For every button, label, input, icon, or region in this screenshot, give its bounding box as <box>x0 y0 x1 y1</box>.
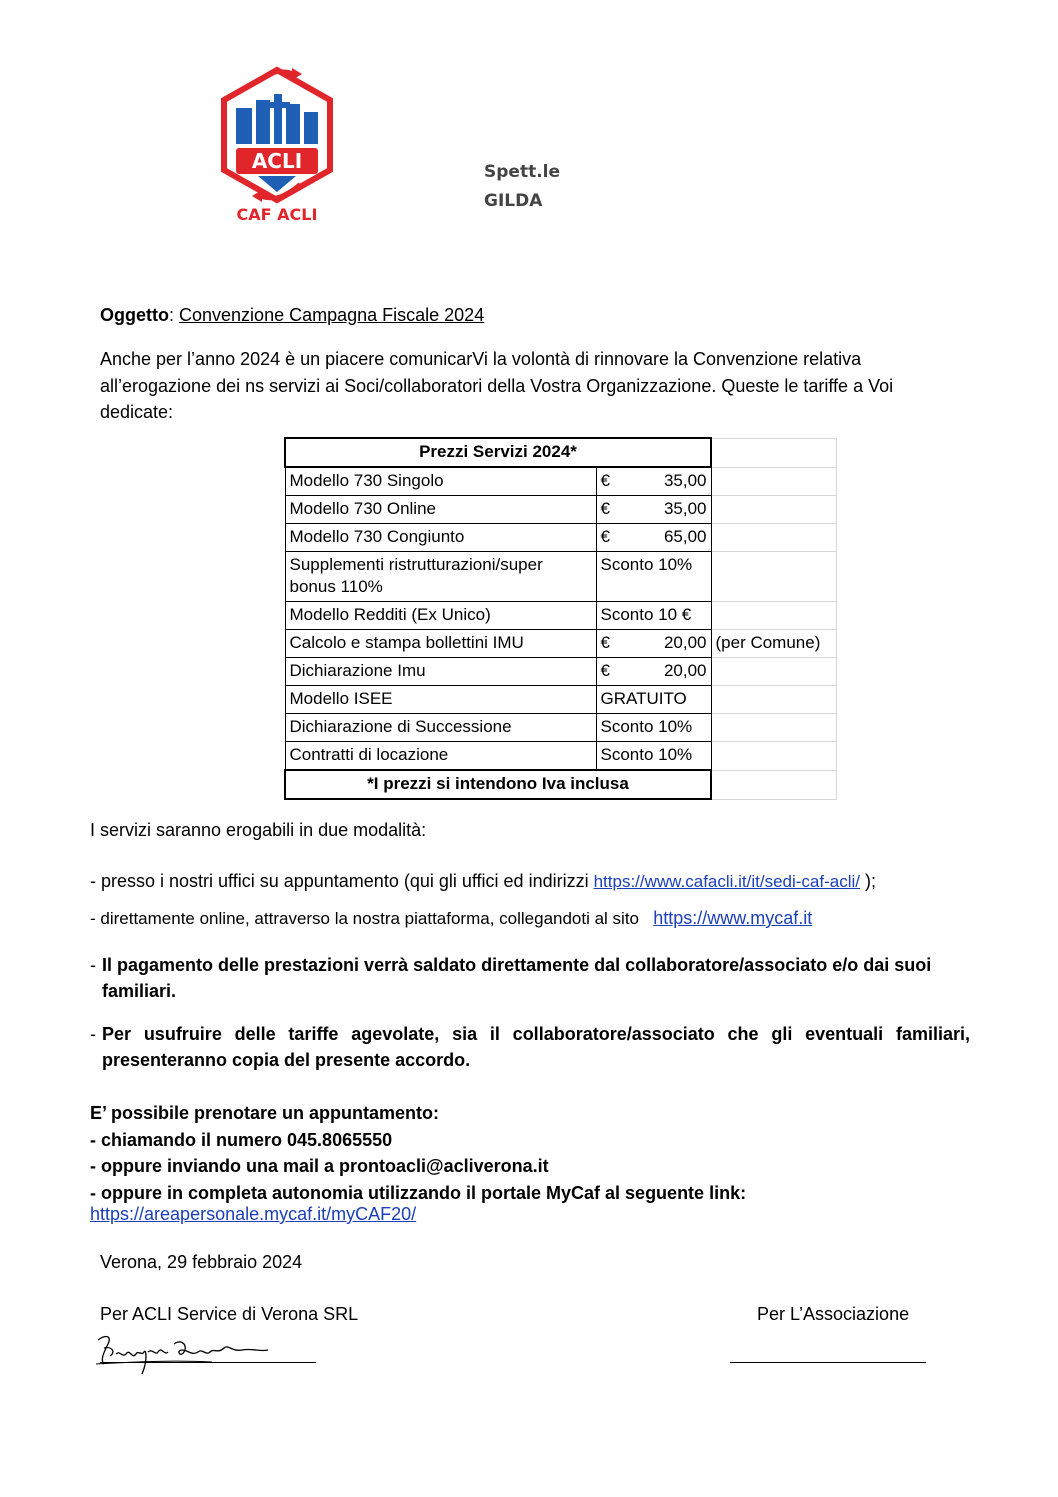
price-note <box>711 602 837 630</box>
mycaf-link[interactable]: https://www.mycaf.it <box>653 908 813 928</box>
letter-date: Verona, 29 febbraio 2024 <box>100 1252 303 1272</box>
price-table-note-cell <box>711 438 837 467</box>
price-note <box>711 467 837 496</box>
service-price <box>596 742 711 771</box>
price-text: Sconto 10 € <box>600 605 692 624</box>
price-row <box>285 602 837 630</box>
mycaf-portal-link[interactable]: https://areapersonale.mycaf.it/myCAF20/ <box>90 1204 417 1224</box>
service-name: Supplementi ristrutturazioni/super bonus 110% <box>285 552 596 602</box>
price-row <box>285 467 837 496</box>
price-note <box>711 552 837 602</box>
subject-line: Oggetto: Convenzione Campagna Fiscale 2024 <box>100 305 485 325</box>
mode-online <box>90 908 812 929</box>
bullet-dash: - <box>90 955 96 975</box>
service-name: Modello 730 Congiunto <box>285 524 596 552</box>
addressee-name: GILDA <box>484 191 543 211</box>
price-table-footer <box>285 770 837 799</box>
mode-online-text: - direttamente online, attraverso la nostra piattaforma, collegandoti al sito <box>90 909 640 928</box>
currency-symbol: € <box>600 471 610 490</box>
price-note <box>711 742 837 771</box>
currency-symbol: € <box>600 633 610 652</box>
service-name: Modello 730 Singolo <box>285 467 596 496</box>
service-name: Dichiarazione di Successione <box>285 714 596 742</box>
price-table-title: Prezzi Servizi 2024* <box>285 438 711 467</box>
intro-paragraph: Anche per l’anno 2024 è un piacere comunicarVi la volontà di rinnovare la Convenzione relativa all’erogazione dei ns servizi ai Soci/collaboratori della Vostra Organizzazione. Queste le tariffe a Voi dedicate: <box>100 349 894 422</box>
service-name: Contratti di locazione <box>285 742 596 771</box>
price-row <box>285 714 837 742</box>
service-name: Modello ISEE <box>285 686 596 714</box>
price-row <box>285 658 837 686</box>
handwritten-signature <box>92 1330 272 1378</box>
price-text: Sconto 10% <box>600 555 693 574</box>
price-amount: 20,00 <box>663 633 707 652</box>
discount-note <box>90 1021 970 1073</box>
currency-symbol: € <box>600 499 610 518</box>
price-note <box>711 714 837 742</box>
addressee <box>484 158 560 216</box>
price-table-note-cell <box>711 770 837 799</box>
mode-office-text: - presso i nostri uffici su appuntamento (qui gli uffici ed indirizzi <box>90 871 589 891</box>
price-table-header <box>285 438 837 467</box>
price-note <box>711 686 837 714</box>
service-price <box>596 714 711 742</box>
caf-acli-logo <box>214 64 340 224</box>
addressee-salutation: Spett.le <box>484 162 561 182</box>
price-note: (per Comune) <box>711 630 837 658</box>
currency-symbol: € <box>600 661 610 680</box>
service-price <box>596 630 711 658</box>
mode-office <box>90 871 876 892</box>
price-note <box>711 658 837 686</box>
booking-section <box>90 1100 746 1206</box>
service-price <box>596 602 711 630</box>
price-footnote: *I prezzi si intendono Iva inclusa <box>285 770 711 799</box>
service-price <box>596 552 711 602</box>
office-locations-link[interactable]: https://www.cafacli.it/it/sedi-caf-acli/ <box>593 872 861 891</box>
price-row <box>285 552 837 602</box>
service-name: Modello 730 Online <box>285 496 596 524</box>
price-amount: 20,00 <box>663 661 707 680</box>
service-name: Modello Redditi (Ex Unico) <box>285 602 596 630</box>
price-row <box>285 742 837 771</box>
right-signature-line <box>730 1362 926 1363</box>
discount-note-text: Per usufruire delle tariffe agevolate, sia il collaboratore/associato che gli eventuali familiari, presenteranno copia del presente accordo. <box>102 1024 970 1070</box>
service-price <box>596 496 711 524</box>
mode-office-after: ); <box>865 871 877 891</box>
payment-note <box>90 952 970 1004</box>
bullet-dash: - <box>90 1024 96 1044</box>
booking-heading: E’ possibile prenotare un appuntamento: <box>90 1103 440 1123</box>
service-name: Calcolo e stampa bollettini IMU <box>285 630 596 658</box>
booking-phone: - chiamando il numero 045.8065550 <box>90 1129 393 1150</box>
booking-portal: - oppure in completa autonomia utilizzando il portale MyCaf al seguente link: <box>90 1182 747 1203</box>
price-row <box>285 496 837 524</box>
price-note <box>711 496 837 524</box>
logo-acli-text: ACLI <box>251 149 303 173</box>
modes-lead: I servizi saranno erogabili in due modalità: <box>90 820 427 840</box>
left-signature-line <box>100 1362 316 1363</box>
service-price <box>596 686 711 714</box>
price-row <box>285 524 837 552</box>
subject-label: Oggetto <box>100 305 169 325</box>
price-text: GRATUITO <box>600 689 687 708</box>
service-price <box>596 467 711 496</box>
service-price <box>596 524 711 552</box>
subject-value: Convenzione Campagna Fiscale 2024 <box>179 305 485 325</box>
payment-note-text: Il pagamento delle prestazioni verrà saldato direttamente dal collaboratore/associato e/o dai suoi familiari. <box>102 955 932 1001</box>
price-text: Sconto 10% <box>600 745 693 764</box>
currency-symbol: € <box>600 527 610 546</box>
price-row <box>285 630 837 658</box>
service-price <box>596 658 711 686</box>
logo-caption: CAF ACLI <box>236 205 318 224</box>
right-signatory: Per L’Associazione <box>757 1304 910 1324</box>
price-amount: 35,00 <box>663 471 707 490</box>
price-row <box>285 686 837 714</box>
left-signatory: Per ACLI Service di Verona SRL <box>100 1304 359 1324</box>
price-amount: 35,00 <box>663 499 707 518</box>
service-name: Dichiarazione Imu <box>285 658 596 686</box>
price-amount: 65,00 <box>663 527 707 546</box>
booking-email: - oppure inviando una mail a prontoacli@acliverona.it <box>90 1156 549 1176</box>
price-note <box>711 524 837 552</box>
price-table <box>284 437 837 800</box>
price-text: Sconto 10% <box>600 717 693 736</box>
